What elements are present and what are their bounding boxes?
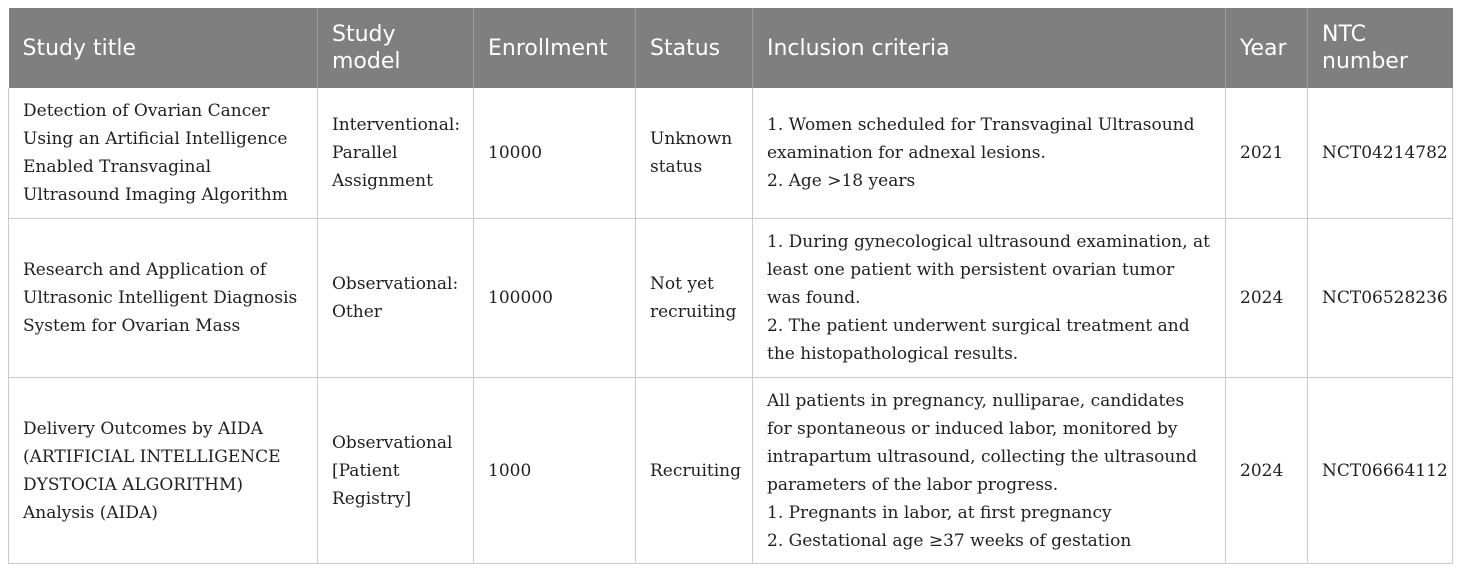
header-study-model: Study model [318, 8, 474, 88]
cell-year: 2021 [1226, 88, 1308, 219]
table-row [9, 88, 1453, 219]
cell-study-title: Research and Application of Ultrasonic Intelligent Diagnosis System for Ovarian Mass [9, 219, 318, 378]
table-row [9, 378, 1453, 564]
header-enrollment: Enrollment [474, 8, 636, 88]
cell-study-title: Detection of Ovarian Cancer Using an Artificial Intelligence Enabled Transvaginal Ultrasound Imaging Algorithm [9, 88, 318, 219]
criteria-line: 1. Pregnants in labor, at first pregnancy [767, 502, 1112, 523]
cell-year: 2024 [1226, 219, 1308, 378]
cell-study-model: Observational: Other [318, 219, 474, 378]
criteria-line: All patients in pregnancy, nulliparae, candidates for spontaneous or induced labor, monitored by intrapartum ultrasound, collecting the ultrasound parameters of the labor progress. [767, 390, 1198, 495]
header-inclusion-criteria: Inclusion criteria [753, 8, 1226, 88]
criteria-line: 2. The patient underwent surgical treatment and the histopathological results. [767, 316, 1190, 364]
criteria-line: 2. Age >18 years [767, 171, 916, 191]
clinical-trials-table [8, 8, 1453, 564]
cell-year: 2024 [1226, 378, 1308, 564]
cell-enrollment: 1000 [474, 378, 636, 564]
cell-status: Unknown status [636, 88, 753, 219]
criteria-line: 2. Gestational age ≥37 weeks of gestation [767, 530, 1132, 551]
cell-study-model: Interventional: Parallel Assignment [318, 88, 474, 219]
header-row [9, 8, 1453, 88]
cell-ntc-number: NCT06528236 [1308, 219, 1453, 378]
cell-inclusion-criteria [753, 219, 1226, 378]
cell-inclusion-criteria [753, 88, 1226, 219]
cell-status: Recruiting [636, 378, 753, 564]
table-row [9, 219, 1453, 378]
criteria-line: 1. During gynecological ultrasound examination, at least one patient with persistent ovarian tumor was found. [767, 232, 1211, 308]
cell-ntc-number: NCT06664112 [1308, 378, 1453, 564]
cell-status: Not yet recruiting [636, 219, 753, 378]
cell-enrollment: 10000 [474, 88, 636, 219]
cell-study-model: Observational [Patient Registry] [318, 378, 474, 564]
criteria-line: 1. Women scheduled for Transvaginal Ultrasound examination for adnexal lesions. [767, 115, 1195, 163]
cell-enrollment: 100000 [474, 219, 636, 378]
cell-ntc-number: NCT04214782 [1308, 88, 1453, 219]
cell-inclusion-criteria [753, 378, 1226, 564]
header-ntc-number: NTC number [1308, 8, 1453, 88]
header-year: Year [1226, 8, 1308, 88]
cell-study-title: Delivery Outcomes by AIDA (ARTIFICIAL INTELLIGENCE DYSTOCIA ALGORITHM) Analysis (AIDA) [9, 378, 318, 564]
header-status: Status [636, 8, 753, 88]
header-study-title: Study title [9, 8, 318, 88]
